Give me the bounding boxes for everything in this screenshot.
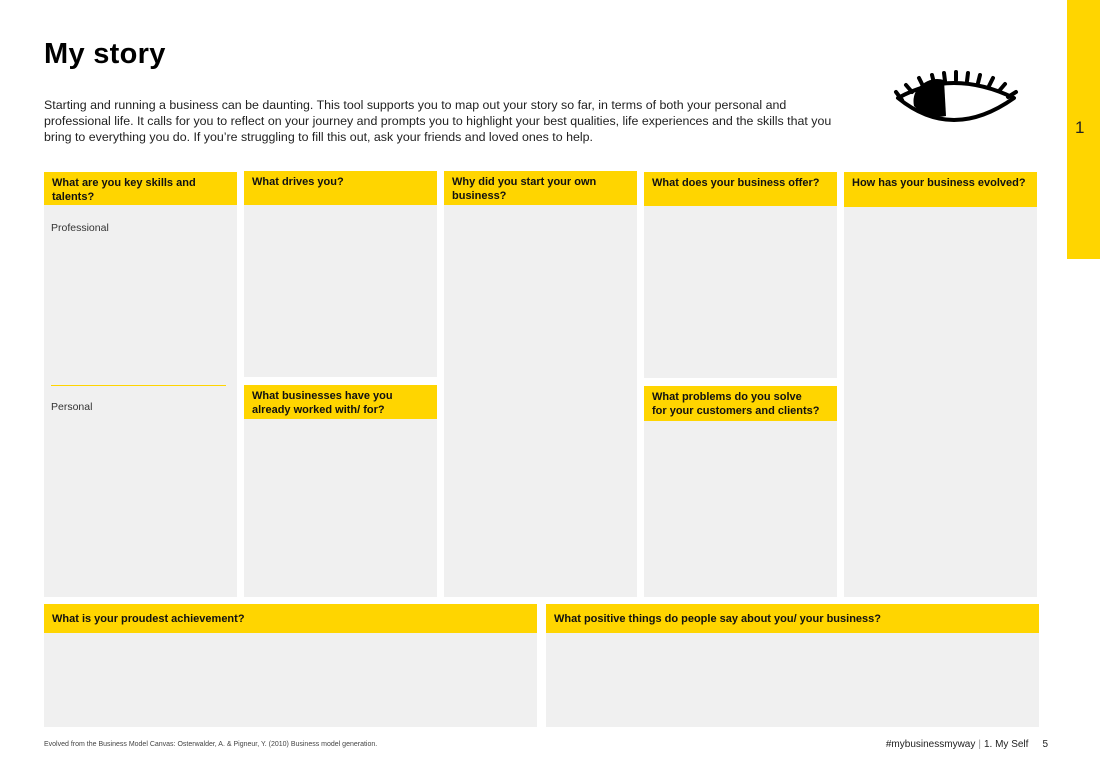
evolved-header: How has your business evolved? <box>844 172 1037 207</box>
professional-label: Professional <box>51 222 109 234</box>
footer-credit: Evolved from the Business Model Canvas: Osterwalder, A. & Pigneur, Y. (2010) Business model generation. <box>44 741 378 748</box>
skills-header: What are you key skills and talents? <box>44 172 237 205</box>
offer-header: What does your business offer? <box>644 172 837 206</box>
proudest-header: What is your proudest achievement? <box>44 604 537 633</box>
footer-right <box>886 739 1048 750</box>
evolved-box[interactable] <box>844 172 1037 597</box>
why-start-header: Why did you start your own business? <box>444 171 637 205</box>
skills-box[interactable] <box>44 172 237 597</box>
drives-box[interactable] <box>244 171 437 377</box>
problems-header <box>644 386 837 421</box>
footer-page-number: 5 <box>1042 739 1048 750</box>
problems-box[interactable] <box>644 386 837 597</box>
footer-hashtag: #mybusinessmyway <box>885 739 976 750</box>
eye-icon <box>890 70 1025 135</box>
drives-header: What drives you? <box>244 171 437 205</box>
footer-section: 1. My Self <box>983 739 1029 750</box>
problems-header-line2: for your customers and clients? <box>652 405 820 417</box>
offer-box[interactable] <box>644 172 837 378</box>
positive-box[interactable] <box>546 604 1039 727</box>
problems-header-line1: What problems do you solve <box>652 391 802 403</box>
worked-with-header-line2: already worked with/ for? <box>252 404 385 416</box>
proudest-box[interactable] <box>44 604 537 727</box>
why-start-box[interactable] <box>444 171 637 597</box>
worked-with-box[interactable] <box>244 385 437 597</box>
section-tab-number: 1 <box>1075 118 1085 137</box>
footer-separator: | <box>978 739 981 750</box>
positive-header: What positive things do people say about you/ your business? <box>546 604 1039 633</box>
page-title: My story <box>44 38 166 70</box>
worked-with-header <box>244 385 437 419</box>
skills-divider <box>51 385 226 386</box>
worked-with-header-line1: What businesses have you <box>252 390 393 402</box>
personal-label: Personal <box>51 401 93 413</box>
intro-text: Starting and running a business can be daunting. This tool supports you to map out your story so far, in terms of both your personal and professional life. It calls for you to reflect on your journey and prompts you to highlight your best qualities, life experiences and the skills that you bring to everything you do. If you’re struggling to fill this out, ask your friends and loved ones to help. <box>44 98 832 144</box>
